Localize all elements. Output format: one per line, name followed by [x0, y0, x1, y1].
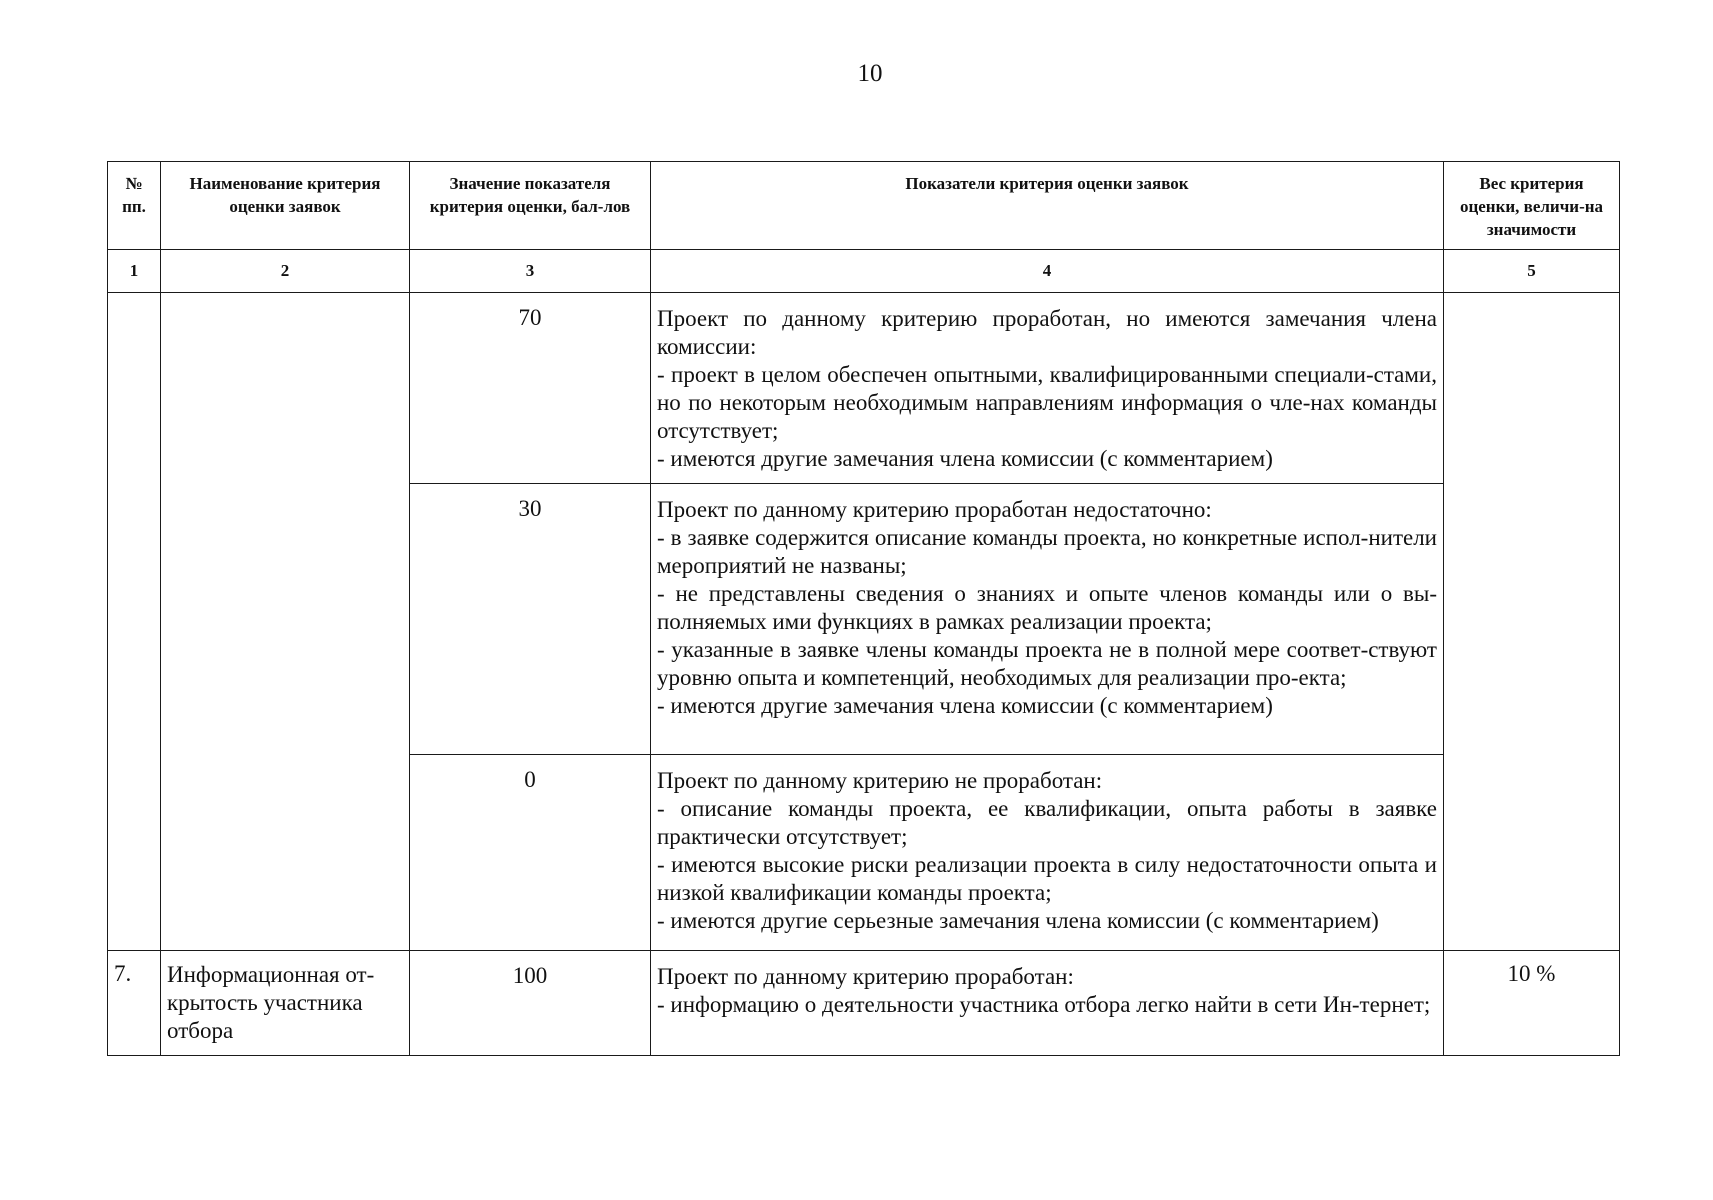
description-line: - описание команды проекта, ее квалификации, опыта работы в заявке практически отсутствует;: [657, 796, 1437, 849]
header-weight: Вес критерия оценки, величи-на значимости: [1444, 162, 1620, 250]
column-number: 5: [1444, 250, 1620, 293]
description-cell: [651, 293, 1444, 484]
page-number: 10: [857, 60, 883, 87]
description-line: - имеются другие серьезные замечания члена комиссии (с комментарием): [657, 908, 1379, 933]
header-indicators: Показатели критерия оценки заявок: [651, 162, 1444, 250]
description-cell: [651, 484, 1444, 755]
score-cell: 70: [410, 293, 651, 484]
description-line: - имеются другие замечания члена комиссии (с комментарием): [657, 693, 1273, 718]
criterion-name-cell: Информационная от-крытость участника отбора: [161, 951, 410, 1056]
column-number: 1: [108, 250, 161, 293]
description-line: - имеются высокие риски реализации проекта в силу недостаточности опыта и низкой квалификации команды проекта;: [657, 852, 1437, 905]
score-cell: 100: [410, 951, 651, 1056]
description-cell: [651, 951, 1444, 1056]
description-line: - в заявке содержится описание команды проекта, но конкретные испол-нители мероприятий не названы;: [657, 525, 1437, 578]
description-line: - указанные в заявке члены команды проекта не в полной мере соответ-ствуют уровню опыта и компетенций, необходимых для реализации про-екта;: [657, 637, 1437, 690]
column-number: 2: [161, 250, 410, 293]
row-number-cell: 7.: [108, 951, 161, 1056]
weight-cell: 10 %: [1444, 951, 1620, 1056]
column-number-row: [108, 250, 1620, 293]
column-number: 4: [651, 250, 1444, 293]
column-number: 3: [410, 250, 651, 293]
weight-cell-empty: [1444, 293, 1620, 951]
header-indicator-value: Значение показателя критерия оценки, бал-лов: [410, 162, 651, 250]
number-cell-empty: [108, 293, 161, 951]
criteria-table: [107, 161, 1620, 1056]
description-line: Проект по данному критерию проработан:: [657, 964, 1074, 989]
criterion-name-cell-empty: [161, 293, 410, 951]
table-row: [108, 293, 1620, 484]
score-cell: 0: [410, 755, 651, 951]
header-number: № пп.: [108, 162, 161, 250]
description-line: Проект по данному критерию проработан, но имеются замечания члена комиссии:: [657, 306, 1437, 359]
description-cell: [651, 755, 1444, 951]
score-cell: 30: [410, 484, 651, 755]
description-line: Проект по данному критерию не проработан:: [657, 768, 1103, 793]
description-line: - информацию о деятельности участника отбора легко найти в сети Ин-тернет;: [657, 992, 1431, 1017]
description-line: - не представлены сведения о знаниях и опыте членов команды или о вы-полняемых ими функциях в рамках реализации проекта;: [657, 581, 1437, 634]
description-line: Проект по данному критерию проработан недостаточно:: [657, 497, 1212, 522]
header-criterion-name: Наименование критерия оценки заявок: [161, 162, 410, 250]
table-row: [108, 951, 1620, 1056]
header-row: [108, 162, 1620, 250]
description-line: - имеются другие замечания члена комиссии (с комментарием): [657, 446, 1273, 471]
description-line: - проект в целом обеспечен опытными, квалифицированными специали-стами, но по некоторым необходимым направлениям информация о чле-нах команды отсутствует;: [657, 362, 1437, 443]
